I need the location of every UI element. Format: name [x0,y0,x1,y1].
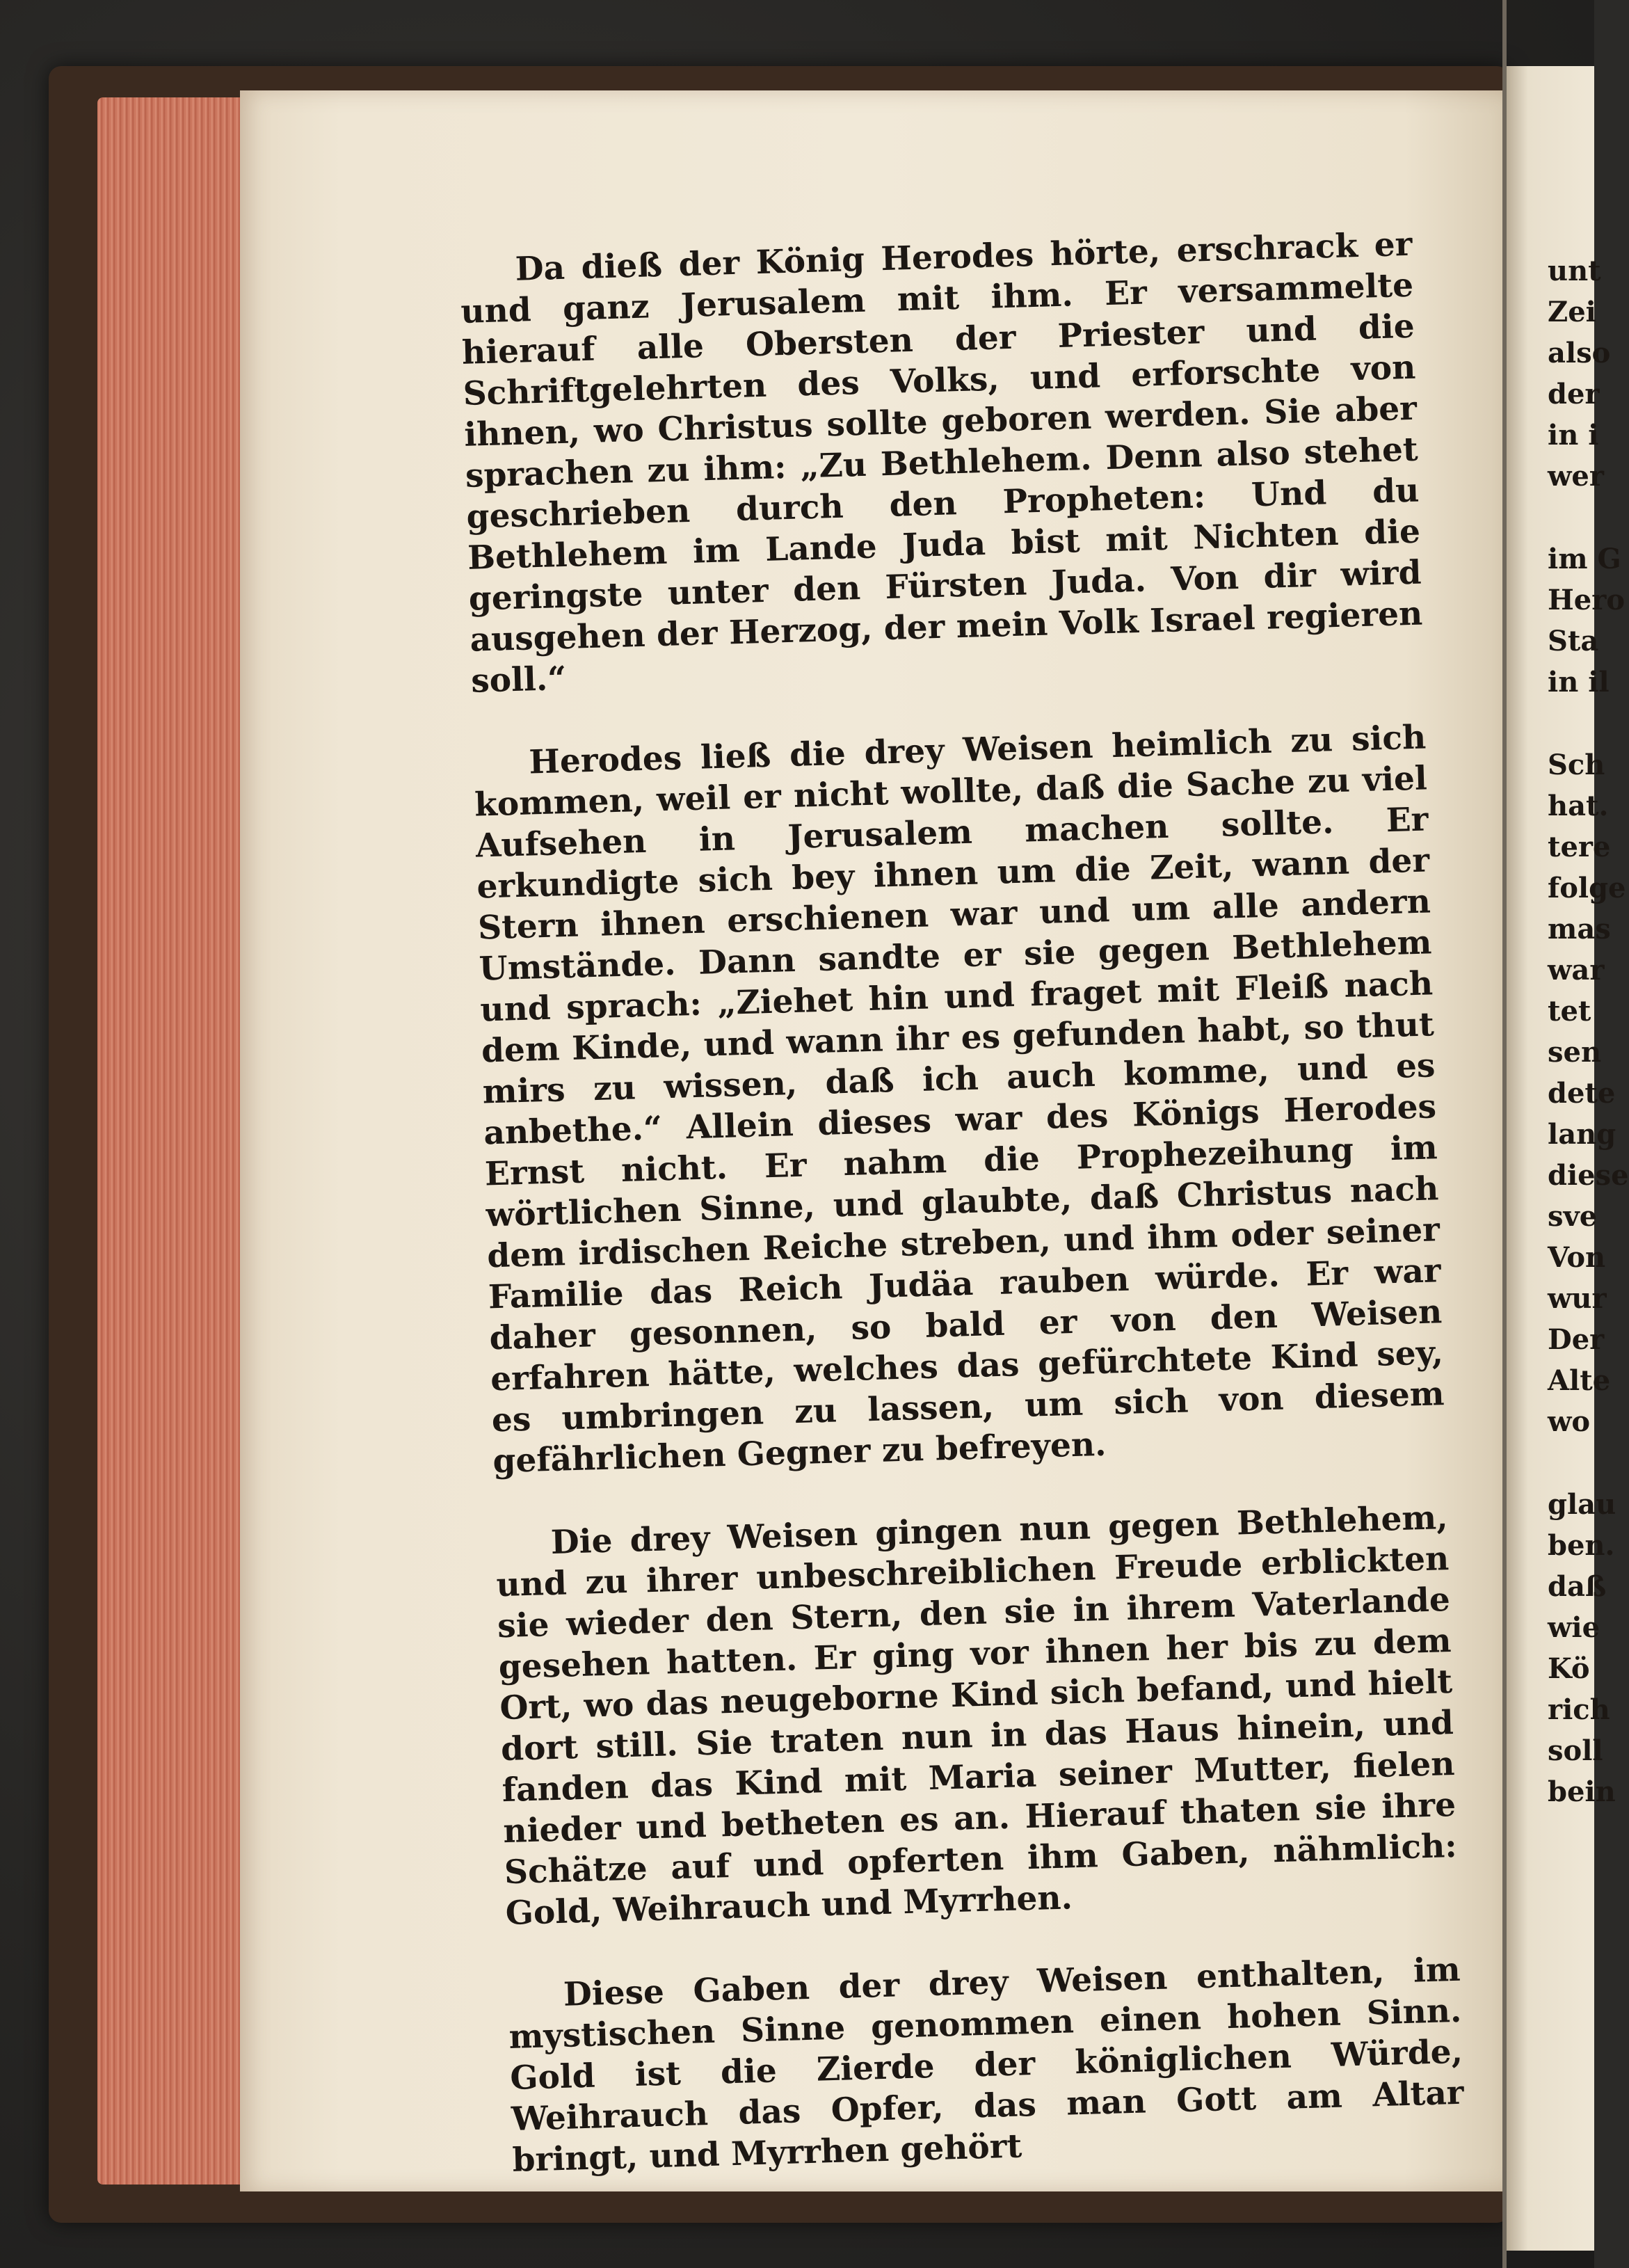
next-page-fragment: soll [1548,1734,1603,1767]
glass-edge [1502,0,1507,2268]
next-page-fragment: Zei [1548,296,1596,328]
next-page-fragment: wer [1548,460,1604,493]
next-page-fragment: sve [1548,1200,1598,1233]
next-page-fragment: in il [1548,666,1610,698]
next-page-fragment: folge [1548,872,1626,904]
page-block-edges [97,97,257,2185]
next-page-fragment: im G [1548,543,1621,575]
paragraph-gap [1548,703,1596,744]
next-page-fragment: lang [1548,1118,1616,1151]
next-page-fragment: unt [1548,255,1601,287]
next-page-fragment: wie [1548,1611,1600,1644]
next-page-fragment: war [1548,954,1605,987]
next-page-fragment: Hero [1548,584,1625,616]
next-page-fragment: wo [1548,1405,1591,1438]
next-page-fragment: daß [1548,1570,1607,1603]
next-page-fragments [1548,250,1629,1812]
next-page-fragment: der [1548,378,1600,410]
next-page-fragment: rich [1548,1693,1610,1726]
next-page-fragment: tere [1548,831,1611,863]
paragraph: Die drey Weisen gingen nun gegen Bethlehem, und zu ihrer unbeschreiblichen Freude erblickten sie wieder den Stern, den sie in ihrem Vaterlande gesehen hatten. Er ging vor ihnen her bis zu dem Ort, wo das neugeborne Kind sich befand, und hielt dort still. Sie traten nun in das Haus hinein, und fanden das Kind mit Maria seiner Mutter, fielen nieder und betheten es an. Hierauf thaten sie ihre Schätze auf und opferten ihm Gaben, nähmlich: Gold, Weihrauch und Myrrhen. [495,1499,1458,1933]
next-page-fragment: Der [1548,1323,1605,1356]
next-page-fragment: hat. [1548,790,1609,822]
next-page-fragment: also [1548,337,1611,369]
next-page-fragment: ben. [1548,1529,1615,1562]
next-page-fragment: Sch [1548,749,1605,781]
next-page-fragment: wur [1548,1282,1607,1315]
next-page-fragment: glau [1548,1488,1616,1521]
next-page-fragment: bein [1548,1775,1616,1808]
next-page-fragment: tet [1548,995,1591,1028]
page-text [459,224,1466,2181]
next-page-fragment: diese [1548,1159,1629,1192]
next-page-fragment: Alte [1548,1364,1611,1397]
next-page-fragment: mas [1548,913,1611,945]
paragraph: Diese Gaben der drey Weisen enthalten, im mystischen Sinne genommen einen hohen Sinn. Gold ist die Zierde der königlichen Würde, Weihrauch das Opfer, das man Gott am Altar bringt, und Myrrhen gehört [508,1950,1465,2180]
next-page-fragment: Kö [1548,1652,1590,1685]
next-page-fragment: in i [1548,419,1599,452]
next-page-fragment: Von [1548,1241,1606,1274]
paragraph-gap [1548,1442,1596,1484]
next-page-fragment: sen [1548,1036,1602,1069]
paragraph-gap [1548,497,1596,538]
next-page-fragment: dete [1548,1077,1616,1110]
paragraph: Da dieß der König Herodes hörte, erschrack er und ganz Jerusalem mit ihm. Er versammelte hierauf alle Obersten der Priester und die Schriftgelehrten des Volks, und erforschte von ihnen, wo Christus sollte geboren werden. Sie aber sprachen zu ihm: „Zu Bethlehem. Denn also stehet geschrieben durch den Propheten: Und du Bethlehem im Lande Juda bist mit Nichten die geringste unter den Fürsten Juda. Von dir wird ausgehen der Herzog, der mein Volk Israel regieren soll.“ [460,225,1423,701]
paragraph: Herodes ließ die drey Weisen heimlich zu sich kommen, weil er nicht wollte, daß die Sache zu viel Aufsehen in Jerusalem machen sollte. Er erkundigte sich bey ihnen um die Zeit, wann der Stern ihnen erschienen war und um alle andern Umstände. Dann sandte er sie gegen Bethlehem und sprach: „Ziehet hin und fraget mit Fleiß nach dem Kinde, und wann ihr es gefunden habt, so thut mirs zu wissen, daß ich auch komme, und es anbethe.“ Allein dieses war des Königs Herodes Ernst nicht. Er nahm die Prophezeihung im wörtlichen Sinne, und glaubte, daß Christus nach dem irdischen Reiche streben, und ihm oder seiner Familie das Reich Judäa rauben würde. Er war daher gesonnen, so bald er von den Weisen erfahren hätte, welches das gefürchtete Kind sey, es umbringen zu lassen, um sich von diesem gefährlichen Gegner zu befreyen. [474,718,1445,1481]
next-page-fragment: Sta [1548,625,1599,657]
